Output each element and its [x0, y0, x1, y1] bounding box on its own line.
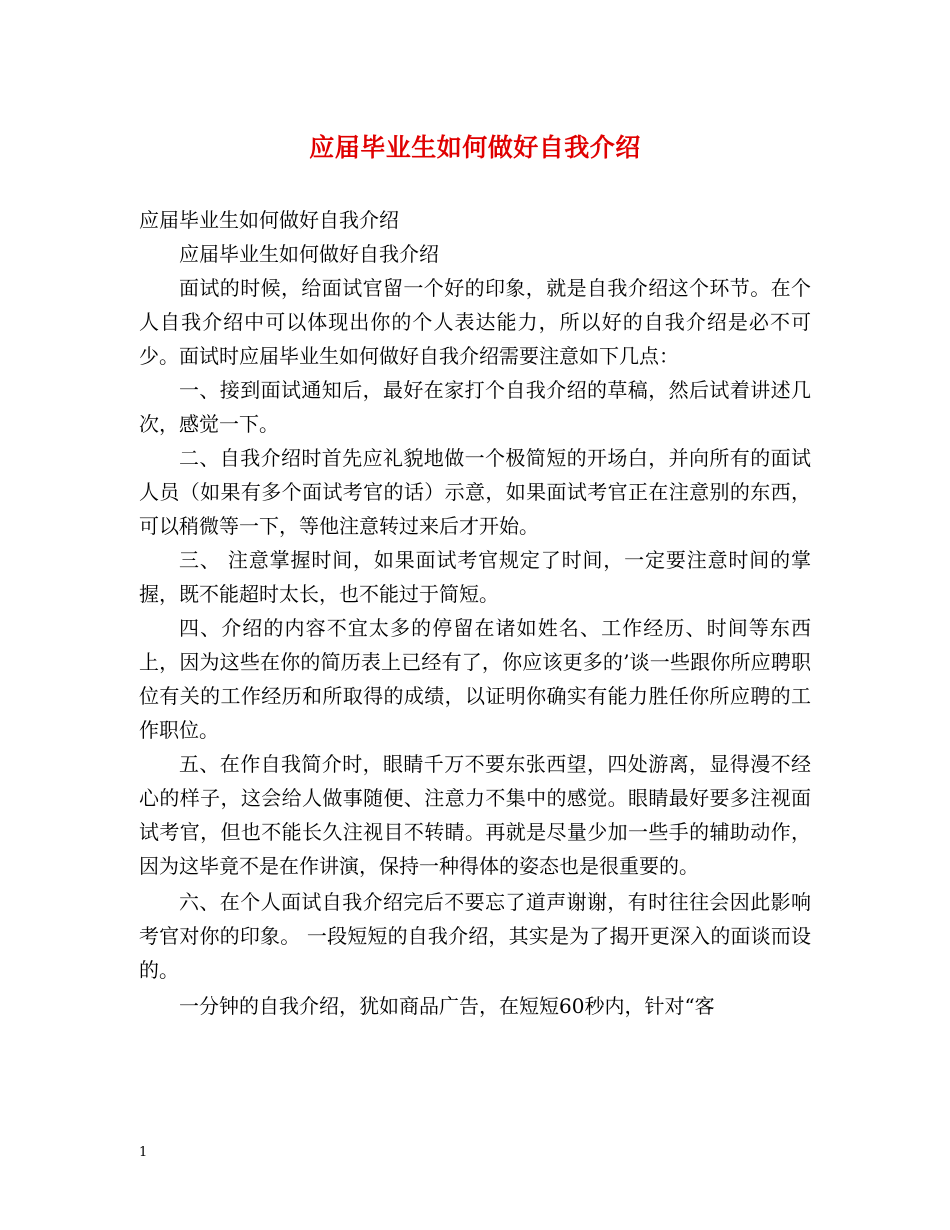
- paragraph-point-3: 三、 注意掌握时间，如果面试考官规定了时间，一定要注意时间的掌握，既不能超时太长，也不能过于简短。: [139, 548, 811, 606]
- paragraph-one-minute: 一分钟的自我介绍，犹如商品广告，在短短60秒内，针对“客: [179, 994, 715, 1018]
- paragraph-point-4: 四、介绍的内容不宜太多的停留在诸如姓名、工作经历、时间等东西上，因为这些在你的简历表上已经有了，你应该更多的’谈一些跟你所应聘职位有关的工作经历和所取得的成绩，以证明你确实有能力胜任你所应聘的工作职位。: [139, 616, 811, 742]
- document-body: [139, 203, 811, 1023]
- paragraph-heading: 应届毕业生如何做好自我介绍: [139, 208, 399, 232]
- paragraph-subheading: 应届毕业生如何做好自我介绍: [179, 242, 439, 266]
- document-title: 应届毕业生如何做好自我介绍: [309, 133, 641, 162]
- page-number: 1: [139, 1145, 148, 1160]
- paragraph-point-6: 六、在个人面试自我介绍完后不要忘了道声谢谢，有时往往会因此影响考官对你的印象。 一段短短的自我介绍，其实是为了揭开更深入的面谈而设的。: [139, 890, 811, 982]
- paragraph-point-2: 二、自我介绍时首先应礼貌地做一个极简短的开场白，并向所有的面试人员（如果有多个面试考官的话）示意，如果面试考官正在注意别的东西，可以稍微等一下，等他注意转过来后才开始。: [139, 446, 811, 538]
- paragraph-intro: 面试的时候，给面试官留一个好的印象，就是自我介绍这个环节。在个人自我介绍中可以体现出你的个人表达能力，所以好的自我介绍是必不可少。面试时应届毕业生如何做好自我介绍需要注意如下几点：: [139, 276, 811, 368]
- paragraph-point-5: 五、在作自我简介时，眼睛千万不要东张西望，四处游离，显得漫不经心的样子，这会给人做事随便、注意力不集中的感觉。眼睛最好要多注视面试考官，但也不能长久注视目不转睛。再就是尽量少加一些手的辅助动作，因为这毕竟不是在作讲演，保持一种得体的姿态也是很重要的。: [139, 752, 811, 878]
- paragraph-point-1: 一、接到面试通知后，最好在家打个自我介绍的草稿，然后试着讲述几次，感觉一下。: [139, 378, 811, 436]
